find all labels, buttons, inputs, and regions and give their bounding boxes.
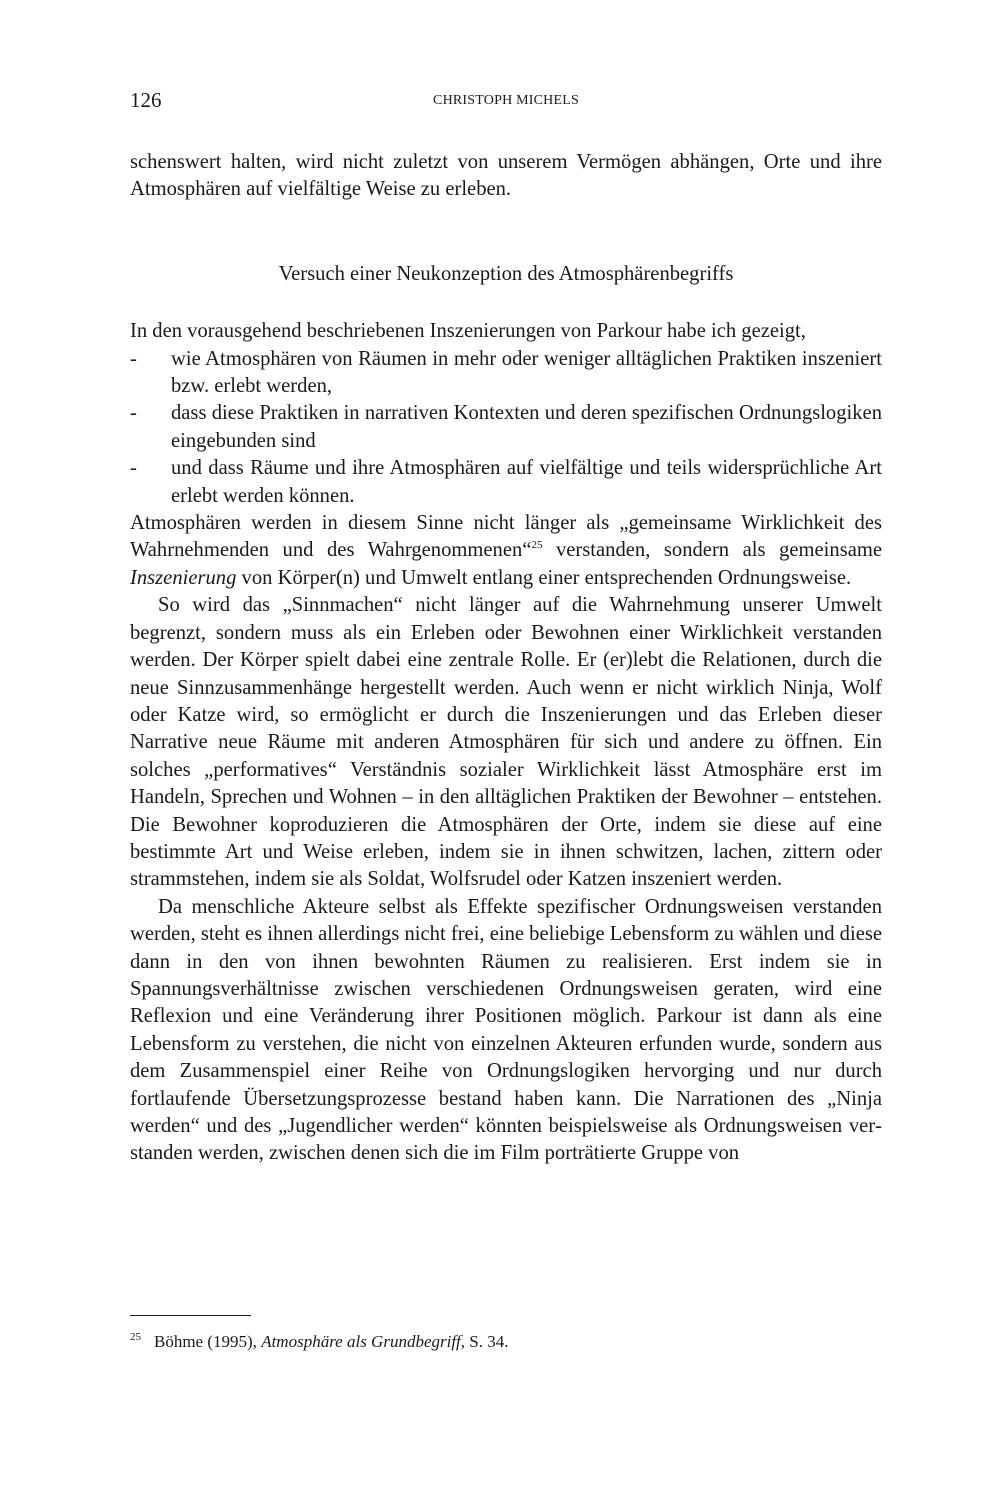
footnote-separator — [130, 1315, 251, 1316]
list-item-text: wie Atmosphären von Räumen in mehr oder weniger alltäglichen Praktiken inszeniert bzw. erlebt werden, — [171, 347, 882, 398]
paragraph-sinnmachen: So wird das „Sinnmachen“ nicht länger auf die Wahrnehmung unserer Umwelt begrenzt, sondern muss als ein Erleben oder Bewohnen einer Wirklichkeit verstanden werden. Der Körper spielt dabei eine zentrale Rolle. Er (er)lebt die Relationen, durch die neue Sinnzusammenhänge hergestellt werden. Auch wenn er nicht wirklich Ninja, Wolf oder Katze wird, so ermöglicht er durch die Inszenierungen und das Erleben dieser Narrative neue Räume mit anderen Atmosphären für sich und andere zu öffnen. Ein solches „performatives“ Verständnis sozialer Wirklichkeit lässt Atmosphäre erst im Handeln, Sprechen und Wohnen – in den alltäglichen Praktiken der Bewohner – entstehen. Die Bewohner koproduzieren die Atmosphären der Orte, indem sie diese auf eine bestimmte Art und Weise erleben, indem sie in ihnen schwitzen, lachen, zittern oder strammstehen, indem sie als Soldat, Wolfsrudel oder Katzen inszeniert werden. — [130, 594, 882, 891]
list-item — [130, 346, 882, 401]
running-head: CHRISTOPH MICHELS — [433, 93, 579, 108]
italic-term: Inszenierung — [130, 566, 237, 589]
bullet-dash: - — [130, 457, 137, 480]
footnote-reference[interactable]: 25 — [531, 539, 543, 552]
footnote-author: Böhme (1995), — [154, 1332, 262, 1351]
paragraph-akteure: Da menschliche Akteure selbst als Effekte spezifischer Ordnungsweisen verstanden werden, steht es ihnen allerdings nicht frei, eine beliebige Lebensform zu wählen und diese dann in den von ihnen bewohnten Räumen zu realisieren. Erst indem sie in Spannungsverhältnisse zwischen verschiedenen Ordnungsweisen geraten, wird eine Reflexion und eine Veränderung ihrer Positionen möglich. Parkour ist dann als eine Lebensform zu verstehen, die nicht von einzelnen Akteuren erfunden wurde, sondern aus dem Zusammenspiel einer Reihe von Ordnungslogiken hervorging und nur durch fortlaufende Übersetzungsprozesse bestand haben kann. Die Narrationen des „Ninja werden“ und des „Jugendlicher werden“ könnten beispielsweise als Ordnungsweisen verstanden werden, zwischen denen sich die im Film porträtierte Gruppe von — [130, 895, 882, 1165]
list-item-text: dass diese Praktiken in narrativen Kontexten und deren spezifischen Ordnungslogiken eingebunden sind — [171, 402, 882, 452]
bullet-dash: - — [130, 402, 137, 425]
footnote-number: 25 — [130, 1331, 141, 1343]
footnote-page: , S. 34. — [460, 1332, 509, 1351]
text-run: verstanden, sondern als gemeinsame — [542, 539, 883, 562]
list-item — [130, 400, 882, 455]
text-run: von Körper(n) und Umwelt entlang einer entsprechenden Ordnungsweise. — [236, 566, 852, 589]
footnote-title: Atmosphäre als Grundbegriff — [261, 1332, 461, 1351]
body-text — [130, 149, 882, 1168]
footnote — [130, 1326, 882, 1353]
list-item-text: und dass Räume und ihre Atmosphären auf vielfältige und teils widersprüchliche Art erlebt werden können. — [171, 457, 882, 507]
page-number: 126 — [130, 88, 162, 112]
bullet-dash: - — [130, 347, 137, 370]
paragraph-atmosphere-definition — [130, 510, 882, 592]
list-item — [130, 455, 882, 510]
page-header — [130, 88, 882, 118]
bullet-list — [130, 346, 882, 510]
text-run: Atmosphären werden in diesem Sinne nicht länger als „gemeinsame Wirklichkeit des Wahrnehmenden und des Wahrgenommenen“ — [130, 512, 882, 562]
paragraph-continuation: schenswert halten, wird nicht zuletzt von unserem Vermögen abhängen, Orte und ihre Atmosphären auf vielfältige Weise zu erleben. — [130, 151, 882, 201]
section-heading: Versuch einer Neukonzeption des Atmosphärenbegriffs — [278, 262, 734, 285]
intro-paragraph: In den vorausgehend beschriebenen Inszenierungen von Parkour habe ich gezeigt, — [130, 320, 806, 343]
